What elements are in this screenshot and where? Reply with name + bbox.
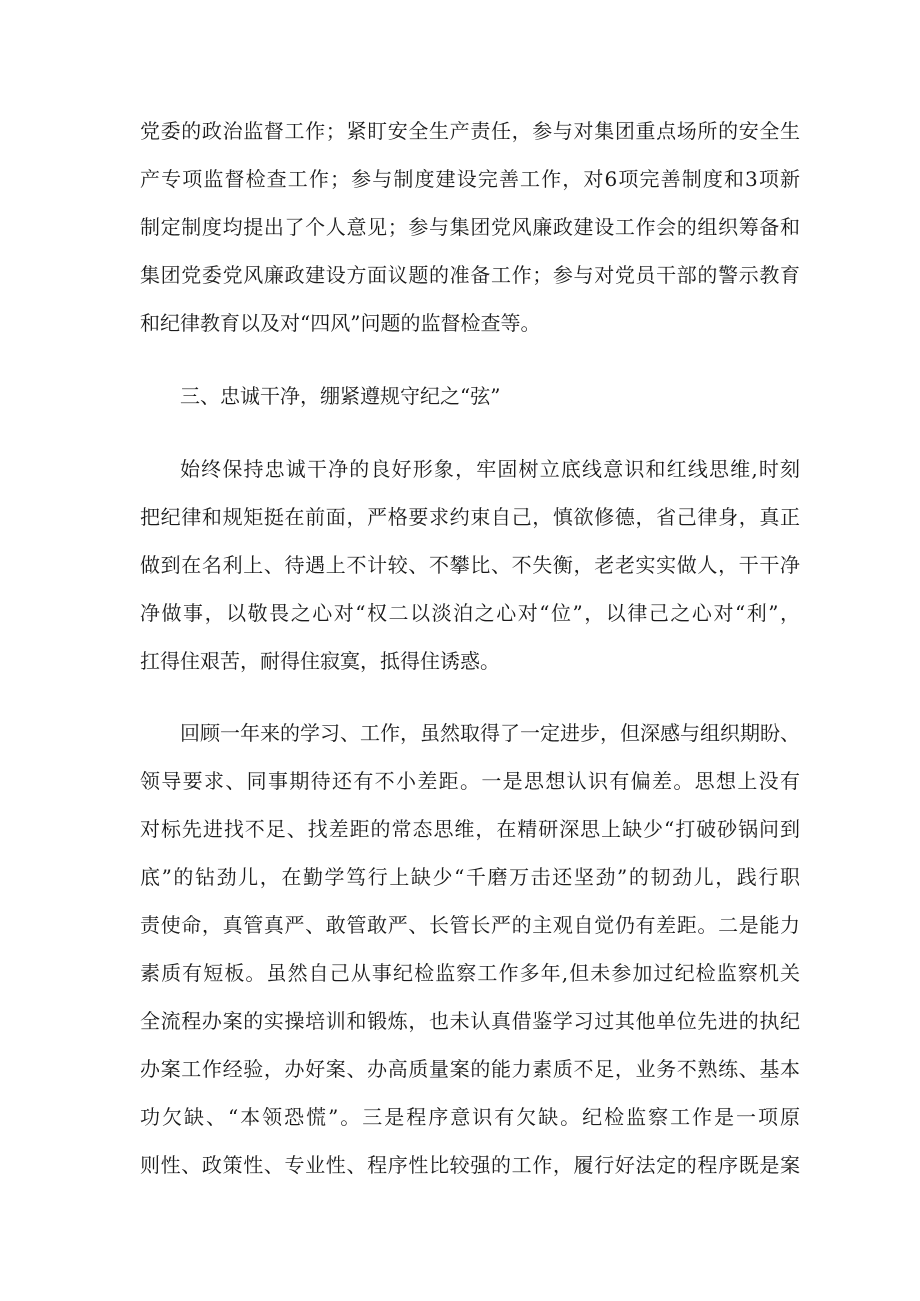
paragraph-1-line-5: 和纪律教育以及对“四风”问题的监督检查等。 bbox=[140, 311, 541, 335]
paragraph-2-line-2: 把纪律和规矩挺在前面，严格要求约束自己，慎欲修德，省己律身，真正 bbox=[140, 505, 800, 529]
paragraph-1-line-1: 党委的政治监督工作；紧盯安全生产责任，参与对集团重点场所的安全生 bbox=[140, 119, 800, 143]
paragraph-1-line-2: 产专项监督检查工作；参与制度建设完善工作，对6项完善制度和3项新 bbox=[140, 167, 800, 191]
paragraph-2-line-3: 做到在名利上、待遇上不计较、不攀比、不失衡，老老实实做人，干干净 bbox=[140, 553, 800, 577]
paragraph-2-line-4: 净做事，以敬畏之心对“权二以淡泊之心对“位”，以律己之心对“利”， bbox=[140, 601, 800, 625]
paragraph-3-line-2: 领导要求、同事期待还有不小差距。一是思想认识有偏差。思想上没有 bbox=[140, 769, 800, 793]
paragraph-2-line-5: 扛得住艰苦，耐得住寂寞，抵得住诱惑。 bbox=[140, 649, 500, 673]
paragraph-3-line-5: 责使命，真管真严、敢管敢严、长管长严的主观自觉仍有差距。二是能力 bbox=[140, 913, 800, 937]
paragraph-3-line-6: 素质有短板。虽然自己从事纪检监察工作多年,但未参加过纪检监察机关 bbox=[140, 961, 800, 985]
paragraph-1-line-4: 集团党委党风廉政建设方面议题的准备工作；参与对党员干部的警示教育 bbox=[140, 263, 800, 287]
paragraph-3-line-4: 底”的钻劲儿，在勤学笃行上缺少“千磨万击还坚劲”的韧劲儿，践行职 bbox=[140, 865, 800, 889]
paragraph-3-line-8: 办案工作经验，办好案、办高质量案的能力素质不足，业务不熟练、基本 bbox=[140, 1057, 800, 1081]
paragraph-3-line-10: 则性、政策性、专业性、程序性比较强的工作，履行好法定的程序既是案 bbox=[140, 1153, 800, 1177]
paragraph-2-line-1: 始终保持忠诚干净的良好形象，牢固树立底线意识和红线思维,时刻 bbox=[180, 457, 800, 481]
paragraph-3-line-7: 全流程办案的实操培训和锻炼，也未认真借鉴学习过其他单位先进的执纪 bbox=[140, 1009, 800, 1033]
paragraph-1-line-3: 制定制度均提出了个人意见；参与集团党风廉政建设工作会的组织筹备和 bbox=[140, 215, 800, 239]
paragraph-3-line-1: 回顾一年来的学习、工作，虽然取得了一定进步，但深感与组织期盼、 bbox=[180, 721, 800, 745]
paragraph-3-line-3: 对标先进找不足、找差距的常态思维，在精研深思上缺少“打破砂锅问到 bbox=[140, 817, 800, 841]
paragraph-3-line-9: 功欠缺、“本领恐慌”。三是程序意识有欠缺。纪检监察工作是一项原 bbox=[140, 1105, 800, 1129]
section-heading: 三、忠诚干净，绷紧遵规守纪之“弦” bbox=[180, 384, 501, 408]
